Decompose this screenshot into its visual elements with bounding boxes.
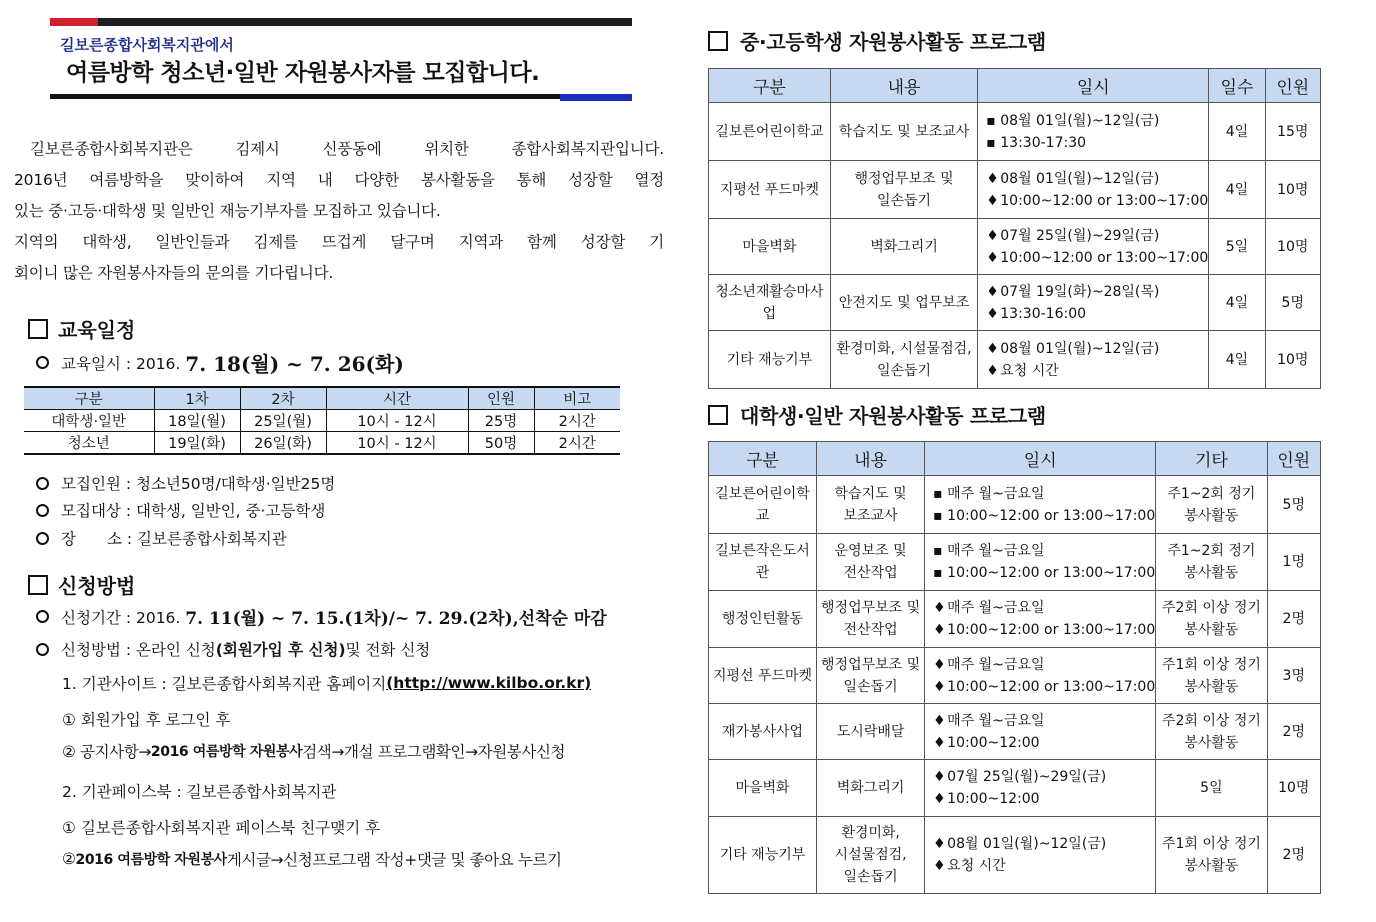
checkbox-square-icon [708, 405, 728, 425]
program-people: 1명 [1267, 534, 1320, 591]
college-program-table [708, 441, 1321, 894]
circle-bullet-icon [36, 504, 49, 517]
date-line: 07월 25일(월)~29일(금) [1000, 227, 1160, 244]
table-cell: 19일(화) [154, 432, 240, 455]
program-dates [978, 275, 1209, 331]
table-header: 비고 [534, 387, 620, 410]
date-line: 10:00~12:00 [947, 734, 1040, 751]
program-category: 길보른어린이학교 [709, 476, 817, 534]
apply-section-title: 신청방법 [28, 570, 135, 599]
program-people: 10명 [1265, 161, 1320, 219]
table-header: 2차 [240, 387, 326, 410]
bullet-icon: ♦ [986, 362, 999, 379]
program-content [817, 704, 925, 760]
bullet-icon: ♦ [986, 227, 999, 244]
table-cell: 2시간 [534, 410, 620, 432]
table-header: 인원 [1265, 69, 1320, 103]
bullet-icon: ♦ [986, 249, 999, 266]
bullet-icon: ▪ [933, 507, 943, 524]
date-line: 10:00~12:00 or 13:00~17:00 [947, 678, 1156, 695]
bullet-icon: ♦ [933, 734, 946, 751]
program-people: 10명 [1267, 760, 1320, 817]
date-line: 10:00~12:00 [947, 791, 1040, 807]
program-people: 2명 [1267, 591, 1320, 648]
program-content [830, 331, 977, 389]
table-row [24, 432, 620, 455]
table-row [709, 591, 1321, 648]
program-etc [1156, 476, 1267, 534]
table-row [709, 760, 1321, 817]
table-header-row [24, 387, 620, 410]
bullet-icon: ♦ [986, 340, 999, 357]
cell-line: 주1~2회 정기 [1167, 543, 1256, 559]
cell-line: 주2회 이상 정기 [1161, 712, 1261, 729]
cell-line: 일손돕기 [876, 192, 932, 209]
table-cell: 2시간 [534, 432, 620, 455]
program-days: 5일 [1209, 219, 1265, 275]
circle-bullet-icon [36, 610, 49, 623]
cell-line: 시설물점검, [834, 847, 907, 863]
program-category: 마을벽화 [709, 219, 831, 275]
bullet-icon: ▪ [933, 485, 943, 502]
program-dates [978, 103, 1209, 161]
cell-line: 봉사활동 [1184, 734, 1239, 751]
table-header: 구분 [709, 442, 817, 476]
cell-line: 5일 [1200, 780, 1223, 796]
cell-line: 주1~2회 정기 [1167, 485, 1256, 502]
date-line: 13:30-16:00 [1000, 305, 1087, 322]
program-dates [925, 704, 1156, 760]
program-dates [925, 534, 1156, 591]
apply-period: 신청기간 : 2016. 7. 11(월) ~ 7. 15.(1차)/~ 7. 29.(2차),선착순 마감 [36, 604, 607, 629]
date-line: 07월 25일(월)~29일(금) [947, 769, 1107, 785]
program-dates [925, 648, 1156, 704]
program-content [817, 591, 925, 648]
date-line: 매주 월~금요일 [947, 656, 1045, 673]
cell-line: 전산작업 [843, 565, 898, 581]
program-days: 4일 [1209, 161, 1265, 219]
bullet-icon: ♦ [986, 305, 999, 322]
table-cell: 26일(화) [240, 432, 326, 455]
recruit-count: 모집인원 : 청소년50명/대학생·일반25명 [36, 472, 335, 494]
intro-line: 있는 중·고등·대학생 및 일반인 재능기부자를 모집하고 있습니다. [14, 202, 441, 220]
facebook-step-1: ① 길보른종합사회복지관 페이스북 친구맺기 후 [62, 819, 381, 837]
circle-bullet-icon [36, 643, 49, 656]
program-people: 5명 [1265, 275, 1320, 331]
facebook-step-2: ② 2016 여름방학 자원봉사 게시글→신청프로그램 작성+댓글 및 좋아요 누르기 [62, 850, 562, 869]
program-people: 5명 [1267, 476, 1320, 534]
date-line: 13:30-17:30 [1000, 134, 1087, 151]
program-category: 기타 재능기부 [709, 331, 831, 389]
apply-method: 신청방법 : 온라인 신청 (회원가입 후 신청) 및 전화 신청 [36, 638, 430, 660]
program-etc [1156, 648, 1267, 704]
program-dates [925, 591, 1156, 648]
date-line: 요청 시간 [1000, 362, 1059, 379]
table-header: 시간 [326, 387, 468, 410]
table-header: 1차 [154, 387, 240, 410]
program-content [817, 817, 925, 894]
education-schedule-table [24, 386, 620, 455]
program-dates [925, 817, 1156, 894]
table-cell: 50명 [468, 432, 534, 455]
program-dates [978, 331, 1209, 389]
program-content [817, 648, 925, 704]
date-line: 08월 01일(월)~12일(금) [1000, 340, 1160, 357]
education-section-title: 교육일정 [28, 314, 135, 343]
date-line: 10:00~12:00 or 13:00~17:00 [1000, 192, 1209, 209]
program-dates [925, 760, 1156, 817]
checkbox-square-icon [28, 319, 48, 339]
program-dates [978, 219, 1209, 275]
bullet-icon: ▪ [933, 543, 943, 559]
header-bottom-bar [50, 94, 632, 99]
cell-line: 운영보조 및 [834, 543, 907, 559]
program-people: 2명 [1267, 817, 1320, 894]
bullet-icon: ♦ [933, 600, 946, 616]
bullet-icon: ♦ [933, 769, 946, 785]
cell-line: 봉사활동 [1184, 678, 1239, 695]
date-line: 매주 월~금요일 [947, 485, 1045, 502]
table-header: 인원 [468, 387, 534, 410]
date-line: 07월 19일(화)~28일(목) [1000, 283, 1160, 300]
bullet-icon: ♦ [933, 656, 946, 673]
program-etc [1156, 817, 1267, 894]
program-people: 15명 [1265, 103, 1320, 161]
cell-line: 봉사활동 [1184, 565, 1239, 581]
cell-line: 안전지도 및 업무보조 [838, 294, 970, 311]
program-etc [1156, 760, 1267, 817]
date-line: 매주 월~금요일 [947, 543, 1045, 559]
cell-line: 일손돕기 [843, 869, 898, 885]
program-people: 10명 [1265, 331, 1320, 389]
program-content [817, 476, 925, 534]
cell-line: 행정업무보조 및 [821, 600, 921, 616]
table-header: 기타 [1156, 442, 1267, 476]
program-content [830, 103, 977, 161]
header-top-bar [50, 18, 632, 26]
date-line: 매주 월~금요일 [947, 712, 1045, 729]
site-step-1: ① 회원가입 후 로그인 후 [62, 711, 231, 729]
college-program-title: 대학생·일반 자원봉사활동 프로그램 [708, 400, 1046, 429]
date-line: 08월 01일(월)~12일(금) [947, 836, 1107, 852]
table-header: 구분 [709, 69, 831, 103]
table-header: 일시 [978, 69, 1209, 103]
table-cell: 대학생·일반 [24, 410, 154, 432]
program-content [817, 534, 925, 591]
page-title: 여름방학 청소년·일반 자원봉사자를 모집합니다. [66, 60, 540, 86]
circle-bullet-icon [36, 532, 49, 545]
cell-line: 환경미화, 시설물점검, [836, 340, 972, 357]
program-content [830, 275, 977, 331]
bullet-icon: ♦ [933, 791, 946, 807]
program-content [830, 161, 977, 219]
table-row [709, 704, 1321, 760]
bullet-icon: ▪ [986, 112, 996, 129]
bullet-icon: ♦ [933, 678, 946, 695]
cell-line: 벽화그리기 [836, 780, 905, 796]
date-line: 매주 월~금요일 [947, 600, 1045, 616]
middle-program-title: 중·고등학생 자원봉사활동 프로그램 [708, 26, 1046, 55]
bullet-icon: ♦ [933, 836, 946, 852]
cell-line: 행정업무보조 및 [821, 656, 921, 673]
program-content [817, 760, 925, 817]
header-top-accent [50, 18, 98, 26]
bullet-icon: ♦ [986, 283, 999, 300]
header-bottom-accent [560, 94, 632, 101]
table-row [709, 275, 1321, 331]
place: 장 소 : 길보른종합사회복지관 [36, 527, 287, 549]
table-cell: 18일(월) [154, 410, 240, 432]
table-row [709, 219, 1321, 275]
table-cell: 25명 [468, 410, 534, 432]
cell-line: 학습지도 및 [834, 485, 907, 502]
program-dates [925, 476, 1156, 534]
table-row [709, 476, 1321, 534]
program-etc [1156, 534, 1267, 591]
program-category: 마을벽화 [709, 760, 817, 817]
program-category: 재가봉사사업 [709, 704, 817, 760]
table-header: 내용 [817, 442, 925, 476]
cell-line: 봉사활동 [1184, 507, 1239, 524]
table-row [709, 648, 1321, 704]
program-people: 2명 [1267, 704, 1320, 760]
bullet-icon: ♦ [986, 192, 999, 209]
left-column [14, 14, 664, 869]
table-header: 구분 [24, 387, 154, 410]
table-header-row [709, 69, 1321, 103]
table-header: 인원 [1267, 442, 1320, 476]
cell-line: 환경미화, [841, 825, 900, 841]
checkbox-square-icon [28, 575, 48, 595]
cell-line: 보조교사 [843, 507, 898, 524]
date-line: 08월 01일(월)~12일(금) [1000, 170, 1160, 187]
program-category: 지평선 푸드마켓 [709, 161, 831, 219]
date-line: 10:00~12:00 or 13:00~17:00 [947, 565, 1156, 581]
bullet-icon: ♦ [933, 858, 946, 874]
cell-line: 봉사활동 [1184, 622, 1239, 638]
program-days: 4일 [1209, 331, 1265, 389]
program-people: 3명 [1267, 648, 1320, 704]
education-date: 교육일시 : 2016. 7. 18(월) ~ 7. 26(화) [36, 348, 404, 377]
table-cell: 10시 - 12시 [326, 410, 468, 432]
program-etc [1156, 591, 1267, 648]
program-days: 4일 [1209, 275, 1265, 331]
program-dates [978, 161, 1209, 219]
cell-line: 주2회 이상 정기 [1161, 600, 1261, 616]
table-row [709, 817, 1321, 894]
intro-paragraph [14, 134, 664, 289]
date-line: 08월 01일(월)~12일(금) [1000, 112, 1160, 129]
cell-line: 일손돕기 [843, 678, 898, 695]
bullet-icon: ▪ [933, 565, 943, 581]
cell-line: 행정업무보조 및 [854, 170, 954, 187]
table-cell: 25일(월) [240, 410, 326, 432]
cell-line: 봉사활동 [1184, 858, 1239, 874]
circle-bullet-icon [36, 356, 49, 369]
cell-line: 전산작업 [843, 622, 898, 638]
table-cell: 10시 - 12시 [326, 432, 468, 455]
header-banner [50, 14, 632, 102]
recruit-target: 모집대상 : 대학생, 일반인, 중·고등학생 [36, 499, 325, 521]
cell-line: 학습지도 및 보조교사 [838, 123, 970, 140]
bullet-icon: ▪ [986, 134, 996, 151]
program-days: 4일 [1209, 103, 1265, 161]
intro-line: 길보른종합사회복지관은 김제시 신풍동에 위치한 종합사회복지관입니다. [30, 140, 664, 158]
circle-bullet-icon [36, 477, 49, 490]
checkbox-square-icon [708, 31, 728, 51]
program-etc [1156, 704, 1267, 760]
date-line: 10:00~12:00 or 13:00~17:00 [1000, 249, 1209, 266]
intro-line: 지역의 대학생, 일반인들과 김제를 뜨겁게 달구며 지역과 함께 성장할 기 [14, 233, 664, 251]
table-row [709, 161, 1321, 219]
facebook-info: 2. 기관페이스북 : 길보른종합사회복지관 [62, 783, 337, 801]
cell-line: 주1회 이상 정기 [1161, 836, 1261, 852]
site-step-2: ② 공지사항→ 2016 여름방학 자원봉사 검색→개설 프로그램확인→자원봉사신청 [62, 743, 566, 761]
table-row [709, 103, 1321, 161]
date-line: 10:00~12:00 or 13:00~17:00 [947, 507, 1156, 524]
date-line: 10:00~12:00 or 13:00~17:00 [947, 622, 1156, 638]
intro-line: 2016년 여름방학을 맞이하여 지역 내 다양한 봉사활동을 통해 성장할 열정 [14, 171, 664, 189]
program-category: 행정인턴활동 [709, 591, 817, 648]
cell-line: 벽화그리기 [870, 238, 938, 255]
table-row [24, 410, 620, 432]
cell-line: 주1회 이상 정기 [1161, 656, 1261, 673]
program-category: 청소년재활승마사업 [709, 275, 831, 331]
header-subtitle: 길보른종합사회복지관에서 [60, 36, 234, 54]
program-people: 10명 [1265, 219, 1320, 275]
site-info: 1. 기관사이트 : 길보른종합사회복지관 홈페이지 (http://www.kilbo.or.kr) [62, 674, 592, 693]
date-line: 요청 시간 [947, 858, 1006, 874]
bullet-icon: ♦ [933, 712, 946, 729]
table-cell: 청소년 [24, 432, 154, 455]
cell-line: 일손돕기 [876, 362, 932, 379]
table-header: 일수 [1209, 69, 1265, 103]
table-header: 일시 [925, 442, 1156, 476]
program-category: 지평선 푸드마켓 [709, 648, 817, 704]
bullet-icon: ♦ [933, 622, 946, 638]
program-category: 길보른작은도서관 [709, 534, 817, 591]
table-row [709, 534, 1321, 591]
program-category: 기타 재능기부 [709, 817, 817, 894]
intro-line: 회이니 많은 자원봉사자들의 문의를 기다립니다. [14, 264, 334, 282]
table-row [709, 331, 1321, 389]
bullet-icon: ♦ [986, 170, 999, 187]
table-header: 내용 [830, 69, 977, 103]
program-content [830, 219, 977, 275]
middle-program-table [708, 68, 1321, 389]
program-category: 길보른어린이학교 [709, 103, 831, 161]
homepage-link[interactable]: (http://www.kilbo.or.kr) [386, 674, 592, 692]
table-header-row [709, 442, 1321, 476]
cell-line: 도시락배달 [836, 723, 905, 740]
